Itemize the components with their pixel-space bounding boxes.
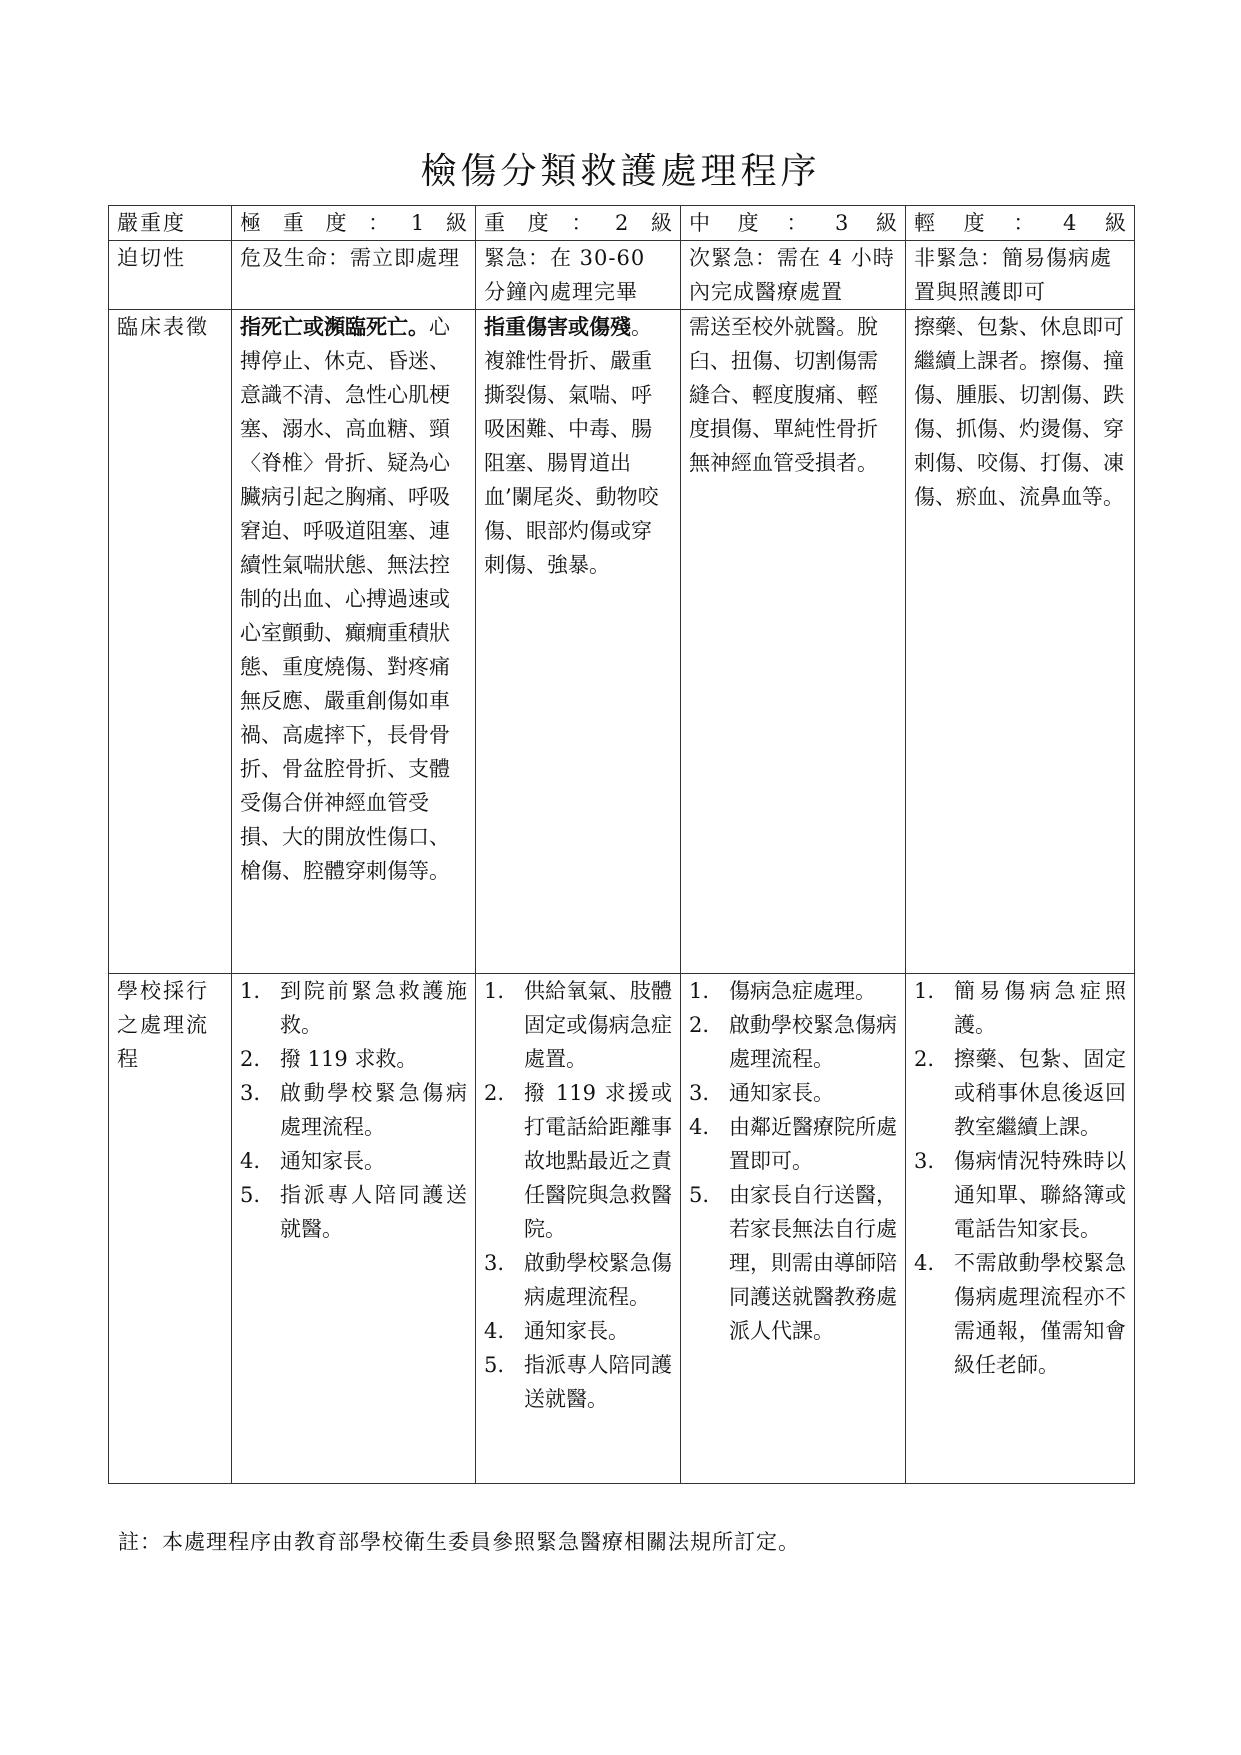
step-text: 傷病急症處理。 [729, 979, 876, 1003]
step-number: 1. [914, 979, 935, 1003]
step-text: 通知家長。 [524, 1319, 629, 1343]
procedure-list-1 [240, 974, 467, 1246]
step-text: 啟動學校緊急傷病處理流程。 [729, 1013, 897, 1071]
procedure-list-4 [914, 974, 1126, 1382]
procedure-step [914, 1246, 1126, 1382]
level-4-text: 輕 度 ： 4 級 [914, 211, 1126, 235]
procedure-step [689, 1178, 897, 1348]
procedure-step [484, 1246, 672, 1314]
step-number: 4. [689, 1115, 710, 1139]
procedure-level-1 [232, 974, 476, 1484]
step-text: 通知家長。 [280, 1149, 385, 1173]
procedure-step [240, 1076, 467, 1144]
urgency-level-4: 非緊急：簡易傷病處置與照護即可 [906, 241, 1135, 310]
procedure-step [240, 1144, 467, 1178]
procedure-step [689, 974, 897, 1008]
step-number: 5. [484, 1353, 505, 1377]
clinical-level-4 [906, 310, 1135, 974]
procedure-label: 學校採行之處理流程 [109, 974, 232, 1484]
clinical-level-1 [232, 310, 476, 974]
step-number: 3. [914, 1149, 935, 1173]
clinical-level-4-text: 擦藥、包紮、休息即可繼續上課者。擦傷、撞傷、腫脹、切割傷、跌傷、抓傷、灼燙傷、穿刺傷、咬傷、打傷、凍傷、瘀血、流鼻血等。 [914, 315, 1124, 509]
procedure-step [240, 1178, 467, 1246]
clinical-label: 臨床表徵 [109, 310, 232, 974]
triage-table [108, 205, 1135, 1484]
step-number: 1. [689, 979, 710, 1003]
step-text: 撥 119 求援或打電話給距離事故地點最近之責任醫院與急救醫院。 [524, 1081, 672, 1241]
step-number: 1. [240, 979, 261, 1003]
level-4-header [906, 206, 1135, 241]
level-2-header [476, 206, 681, 241]
step-number: 2. [240, 1047, 261, 1071]
document-title: 檢傷分類救護處理程序 [420, 151, 821, 192]
level-1-text: 極 重 度 ： 1 級 [240, 211, 467, 235]
level-2-text: 重 度 ： 2 級 [484, 211, 672, 235]
step-text: 簡易傷病急症照護。 [954, 979, 1126, 1037]
severity-row [109, 206, 1135, 241]
step-text: 由家長自行送醫，若家長無法自行處理，則需由導師陪同護送就醫教務處派人代課。 [729, 1183, 897, 1343]
procedure-step [484, 1348, 672, 1416]
step-text: 不需啟動學校緊急傷病處理流程亦不需通報，僅需知會級任老師。 [954, 1251, 1126, 1377]
step-number: 4. [914, 1251, 935, 1275]
procedure-step [914, 1042, 1126, 1144]
urgency-label: 迫切性 [109, 241, 232, 310]
clinical-level-3-text: 需送至校外就醫。脫臼、扭傷、切割傷需縫合、輕度腹痛、輕度損傷、單純性骨折無神經血管受損者。 [689, 315, 878, 475]
footnote: 註：本處理程序由教育部學校衛生委員參照緊急醫療相關法規所訂定。 [118, 1530, 800, 1554]
urgency-level-3: 次緊急：需在 4 小時內完成醫療處置 [681, 241, 906, 310]
clinical-level-3 [681, 310, 906, 974]
step-number: 4. [240, 1149, 261, 1173]
clinical-level-1-lead: 指死亡或瀕臨死亡。 [240, 314, 429, 339]
procedure-list-2 [484, 974, 672, 1416]
step-number: 2. [484, 1081, 505, 1105]
step-text: 傷病情況特殊時以通知單、聯絡簿或電話告知家長。 [954, 1149, 1126, 1241]
step-number: 2. [914, 1047, 935, 1071]
step-text: 指派專人陪同護送就醫。 [524, 1353, 672, 1411]
level-1-header [232, 206, 476, 241]
procedure-level-2 [476, 974, 681, 1484]
procedure-step [240, 1042, 467, 1076]
procedure-step [240, 974, 467, 1042]
step-number: 2. [689, 1013, 710, 1037]
step-text: 擦藥、包紮、固定或稍事休息後返回教室繼續上課。 [954, 1047, 1126, 1139]
urgency-row [109, 241, 1135, 310]
clinical-level-2-text: 。複雜性骨折、嚴重撕裂傷、氣喘、呼吸困難、中毒、腸阻塞、腸胃道出血’闌尾炎、動物咬傷、眼部灼傷或穿刺傷、強暴。 [484, 315, 659, 577]
procedure-row [109, 974, 1135, 1484]
step-number: 3. [689, 1081, 710, 1105]
procedure-step [484, 1314, 672, 1348]
procedure-level-4 [906, 974, 1135, 1484]
level-3-text: 中 度 ： 3 級 [689, 211, 897, 235]
step-number: 5. [240, 1183, 261, 1207]
step-text: 供給氧氣、肢體固定或傷病急症處置。 [524, 979, 672, 1071]
level-3-header [681, 206, 906, 241]
clinical-level-1-text: 心搏停止、休克、昏迷、意識不清、急性心肌梗塞、溺水、高血糖、頸〈脊椎〉骨折、疑為心臟病引起之胸痛、呼吸窘迫、呼吸道阻塞、連續性氣喘狀態、無法控制的出血、心搏過速或心室顫動、癲癇重積狀態、重度燒傷、對疼痛無反應、嚴重創傷如車禍、高處摔下，長骨骨折、骨盆腔骨折、支體受傷合併神經血管受損、大的開放性傷口、槍傷、腔體穿刺傷等。 [240, 315, 450, 883]
urgency-level-2: 緊急：在 30-60 分鐘內處理完畢 [476, 241, 681, 310]
urgency-level-1: 危及生命：需立即處理 [232, 241, 476, 310]
procedure-step [914, 1144, 1126, 1246]
clinical-level-2-lead: 指重傷害或傷殘 [484, 314, 631, 339]
clinical-level-2 [476, 310, 681, 974]
procedure-step [484, 1076, 672, 1246]
procedure-level-3 [681, 974, 906, 1484]
step-number: 5. [689, 1183, 710, 1207]
step-number: 4. [484, 1319, 505, 1343]
procedure-step [689, 1008, 897, 1076]
step-text: 啟動學校緊急傷病處理流程。 [280, 1081, 467, 1139]
step-text: 撥 119 求救。 [280, 1047, 418, 1071]
step-number: 3. [240, 1081, 261, 1105]
step-number: 1. [484, 979, 505, 1003]
step-text: 啟動學校緊急傷病處理流程。 [524, 1251, 672, 1309]
step-text: 由鄰近醫療院所處置即可。 [729, 1115, 897, 1173]
procedure-step [484, 974, 672, 1076]
step-number: 3. [484, 1251, 505, 1275]
clinical-row [109, 310, 1135, 974]
procedure-step [689, 1076, 897, 1110]
procedure-step [689, 1110, 897, 1178]
procedure-step [914, 974, 1126, 1042]
step-text: 通知家長。 [729, 1081, 834, 1105]
step-text: 指派專人陪同護送就醫。 [280, 1183, 467, 1241]
step-text: 到院前緊急救護施救。 [280, 979, 467, 1037]
procedure-list-3 [689, 974, 897, 1348]
severity-label: 嚴重度 [109, 206, 232, 241]
